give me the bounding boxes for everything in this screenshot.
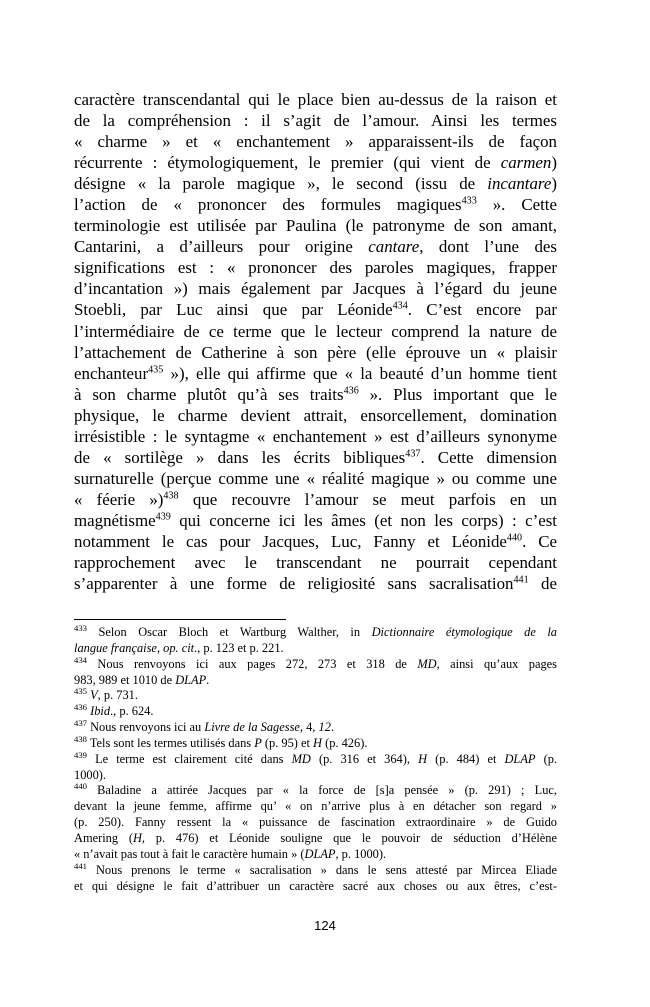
text-run: « charme » et « enchantement » apparaissent-ils de façon [74,132,557,152]
text-run: d’incantation ») mais également par Jacques à l’égard du jeune [74,279,557,299]
text-line [74,552,557,573]
text-run: terminologie est utilisée par Paulina (le patronyme de son amant, [74,216,557,236]
text-run: devant la jeune femme, affirme qu’ « on n’arrive plus à en détacher son regard » [74,799,557,814]
footnote-line [74,768,557,784]
italic-text: V [90,688,98,703]
text-line [74,363,557,384]
text-line [74,89,557,110]
text-run: (p. 95) et [261,735,314,750]
italic-text: incantare [487,174,552,194]
footnote-line [74,783,557,799]
italic-text: H [313,735,322,750]
text-run: , ainsi qu’aux pages [436,656,557,671]
text-run: caractère transcendantal qui le place bien au-dessus de la raison et [74,90,557,109]
footnote-number: 435 [74,686,87,697]
text-run: , p. 731. [97,688,138,703]
text-run: ., p. 624. [110,704,154,719]
italic-text: op. cit [163,640,195,655]
text-line [74,426,557,447]
body-paragraph [74,89,557,594]
italic-text: H [418,751,428,766]
footnote-line [74,847,557,863]
text-run: , p. 1000). [335,846,387,861]
footnote-number: 440 [74,781,87,792]
text-run: »), elle qui affirme que « la beauté d’un homme tient [163,363,557,383]
footnote-number: 439 [74,749,87,760]
text-run: ». Plus important que le [358,384,557,404]
text-run: de [528,574,557,594]
text-run: « n’avait pas tout à fait le caractère humain » ( [74,846,305,861]
text-run: ) [551,174,557,194]
text-run: magnétisme [74,510,156,530]
footnotes [74,622,557,894]
text-line [74,489,557,510]
text-run: , 4, [299,720,319,735]
text-line [74,194,557,215]
text-line [74,278,557,299]
text-run: . C’est encore par [407,300,557,320]
footnote-number: 434 [74,654,87,665]
footnote-reference: 437 [405,448,421,460]
footnote-separator [74,619,286,620]
footnote-reference: 441 [513,574,529,586]
text-run: Stoebli, par Luc ainsi que par Léonide [74,300,393,320]
footnote-reference: 435 [148,363,164,375]
footnote-line [74,704,557,720]
italic-text: DLAP [175,672,207,687]
text-run: irrésistible : le syntagme « enchantement » est d’ailleurs synonyme [74,426,557,446]
footnote-line [74,733,557,752]
text-run: s’apparenter à une forme de religiosité sans sacralisation [74,574,514,594]
text-run: Le terme est clairement cité dans [86,751,292,766]
footnote-line [74,749,557,768]
text-run: que recouvre l’amour se meut parfois en un [178,489,557,509]
text-run: . Ce [522,531,557,551]
text-run: « féerie ») [74,489,164,509]
text-run: . [330,720,334,735]
footnote-line [74,799,557,815]
text-line [74,257,557,278]
text-run: significations est : « prononcer des paroles magiques, frapper [74,258,557,278]
text-run: rapprochement avec le transcendant ne pourrait cependant [74,553,557,573]
italic-text: DLAP [304,846,336,861]
text-run: de « sortilège » dans les écrits bibliques [74,447,406,467]
text-line [74,510,557,531]
footnote-number: 441 [74,860,87,871]
footnote-number: 433 [74,622,87,633]
text-run: surnaturelle (perçue comme une « réalité magique » ou comme une [74,468,557,488]
footnote-line [74,673,557,689]
italic-text: Ibid [90,704,111,719]
text-run: Nous renvoyons ici aux pages 272, 273 et 318 de [86,656,418,671]
italic-text: MD [417,656,437,671]
text-line [74,405,557,426]
text-run: (p. 250). Fanny ressent la « puissance de fascination extraordinaire » de Guido [74,815,557,830]
text-line [74,110,557,131]
footnote-reference: 438 [163,490,179,502]
text-line [74,573,557,594]
footnote-number: 436 [74,702,87,713]
text-run: qui concerne ici les âmes (et non les corps) : c’est [170,510,557,530]
text-run: Selon Oscar Bloch et Wartburg Walther, in [86,625,372,639]
text-line [74,152,557,173]
text-run: . [206,672,210,687]
text-line [74,447,557,468]
text-run: Amering ( [74,830,133,845]
text-run: enchanteur [74,363,149,383]
text-run: ., p. 123 et p. 221. [194,640,284,655]
text-run: notamment le cas pour Jacques, Luc, Fanny et Léonide [74,531,507,551]
text-run: l’intermédiaire de ce terme que le lecteur comprend la nature de [74,321,557,341]
text-line [74,173,557,194]
page-number: 124 [314,918,336,933]
footnote-reference: 433 [461,195,477,207]
text-run: 1000). [74,767,107,782]
text-line [74,384,557,405]
footnote-number: 438 [74,733,87,744]
text-run: , [156,640,164,655]
text-run: (p. [535,751,557,766]
text-run: Nous prenons le terme « sacralisation » dans le sens attesté par Mircea Eliade [86,862,557,877]
italic-text: langue française [74,640,157,655]
text-run: physique, le charme devient attrait, ensorcellement, domination [74,405,557,425]
italic-text: 12 [318,720,331,735]
text-run: . Cette dimension [420,447,557,467]
footnote-reference: 434 [392,300,408,312]
text-line [74,131,557,152]
footnote-line [74,688,557,704]
text-run: 983, 989 et 1010 de [74,672,176,687]
footnote-number: 437 [74,717,87,728]
text-run: à son charme plutôt qu’à ses traits [74,384,344,404]
text-line [74,215,557,236]
footnote-line [74,654,557,673]
footnote-reference: 439 [155,511,171,523]
text-run: et qui désigne le fait d’attribuer un caractère sacré aux choses ou aux êtres, c’est- [74,878,557,893]
text-line [74,236,557,257]
italic-text: MD [291,751,311,766]
text-line [74,299,557,320]
footnote-line [74,860,557,879]
text-run: Cantarini, a d’ailleurs pour origine [74,237,369,257]
text-run: (p. 316 et 364), [310,751,419,766]
text-run: (p. 426). [322,735,368,750]
text-run: , p. 476) et Léonide souligne que le pouvoir de séduction d’Hélène [141,830,557,845]
text-run: Baladine a attirée Jacques par « la force de [s]a pensée » (p. 291) ; Luc, [86,783,557,798]
text-run: Nous renvoyons ici au [86,720,205,735]
italic-text: cantare [368,237,420,257]
text-run: récurrente : étymologiquement, le premier (qui vient de [74,153,501,173]
text-run: , dont l’une des [419,237,557,257]
footnote-line [74,879,557,895]
italic-text: H [132,830,142,845]
text-run: ) [551,153,557,173]
italic-text: carmen [500,153,552,173]
footnote-reference: 440 [506,532,523,544]
text-line [74,321,557,342]
footnote-reference: 436 [343,385,359,397]
text-run: désigne « la parole magique », le second (issu de [74,174,488,194]
text-run: l’action de « prononcer des formules magiques [74,195,462,215]
footnote-line [74,831,557,847]
text-run: l’attachement de Catherine à son père (elle éprouve un « plaisir [74,342,557,362]
footnote-line [74,622,557,641]
text-line [74,468,557,489]
text-line [74,531,557,552]
italic-text: DLAP [504,751,536,766]
italic-text: Livre de la Sagesse [204,720,300,735]
text-run: de la compréhension : il s’agit de l’amour. Ainsi les termes [74,111,557,131]
text-run: Tels sont les termes utilisés dans [86,735,255,750]
italic-text: Dictionnaire étymologique de la [371,625,557,639]
italic-text: P [254,735,262,750]
text-run: (p. 484) et [427,751,505,766]
footnote-line [74,641,557,657]
text-line [74,342,557,363]
footnote-line [74,717,557,736]
text-run: ». Cette [476,195,558,215]
footnote-line [74,815,557,831]
